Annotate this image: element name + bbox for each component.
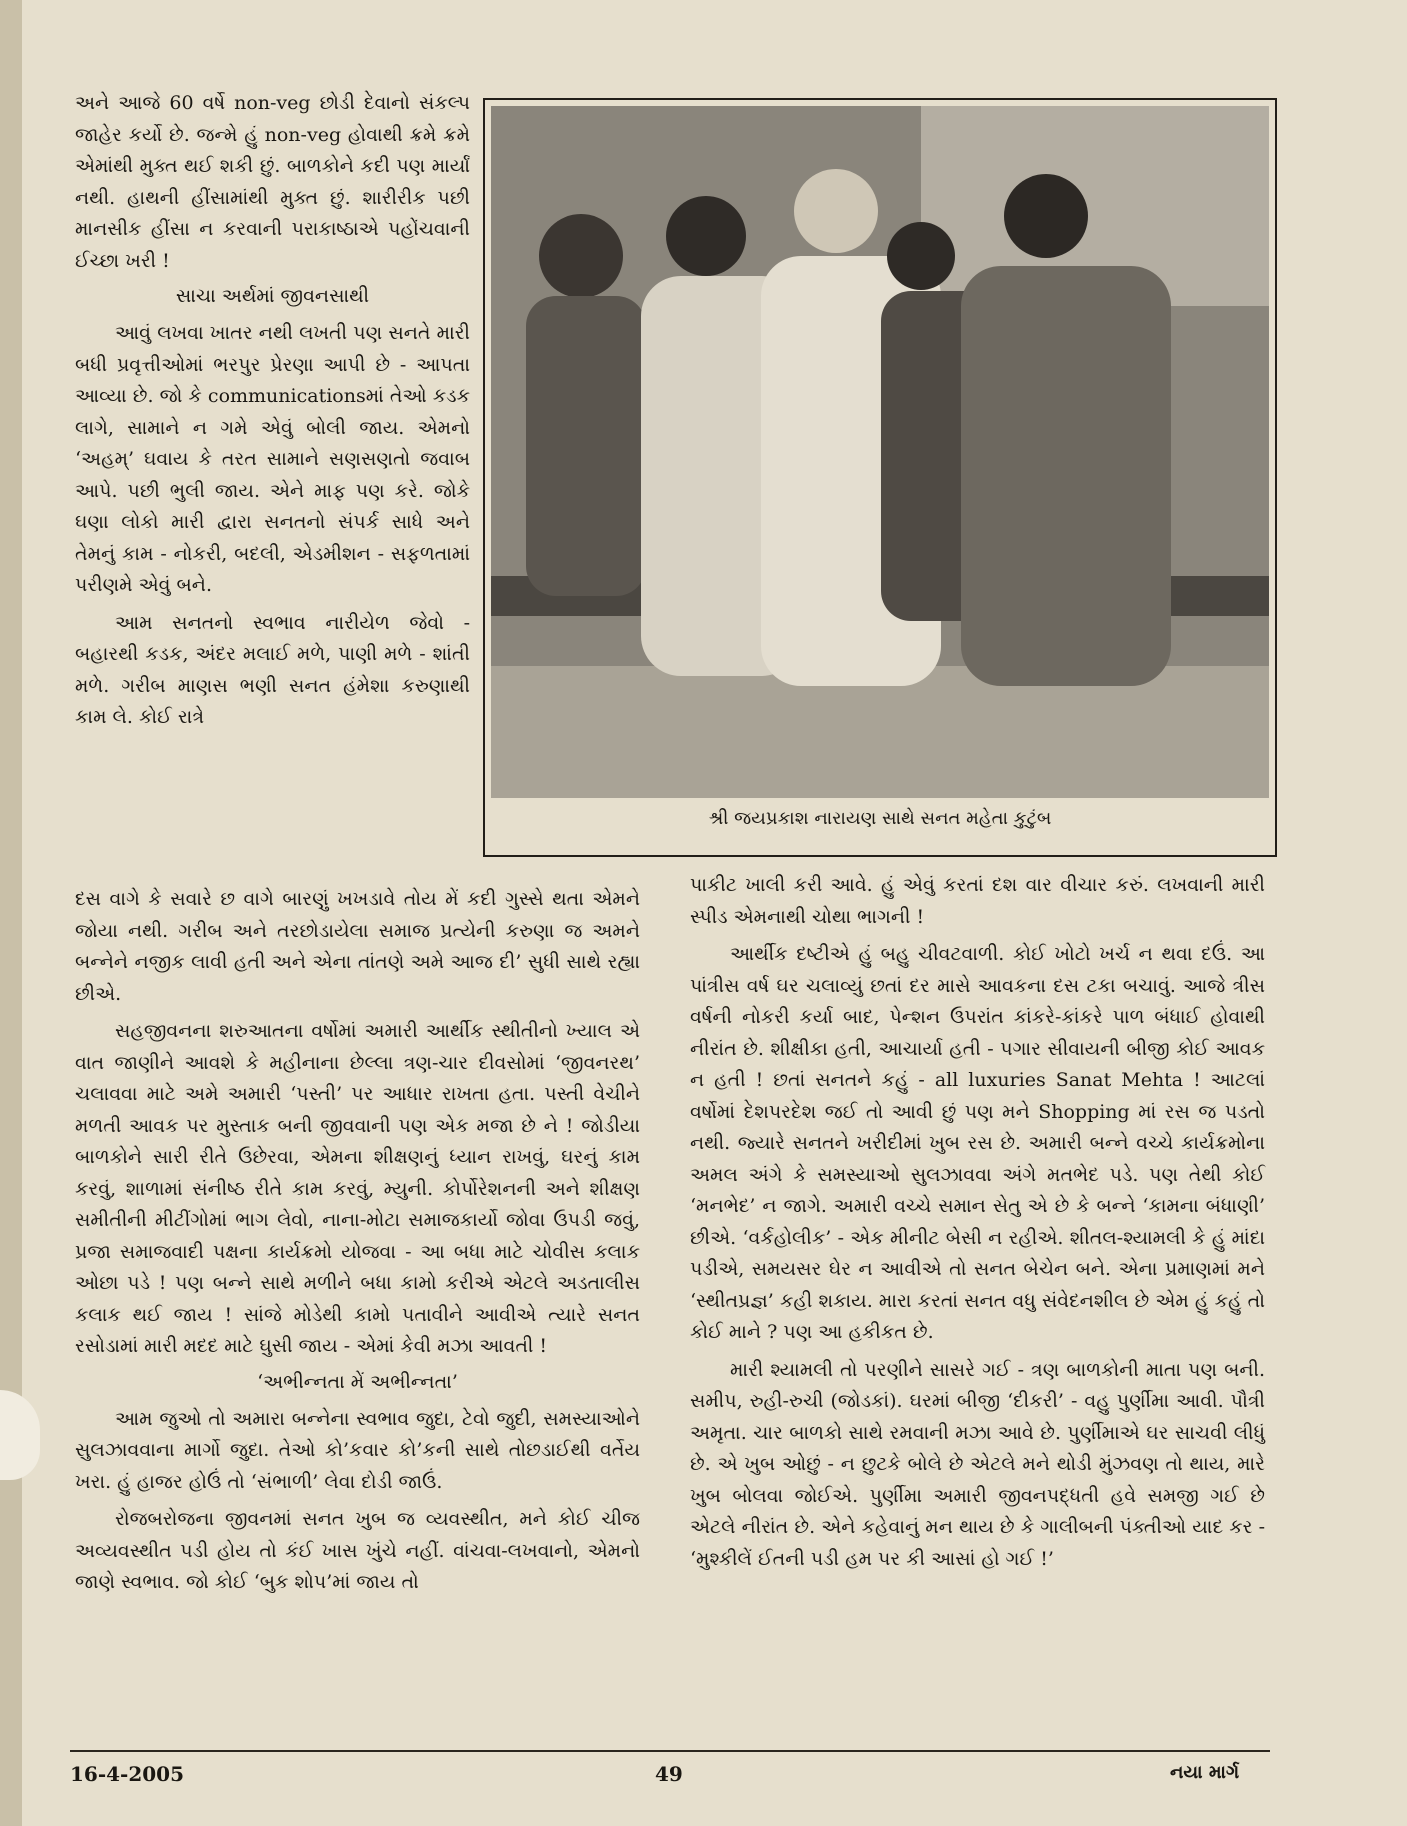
section-heading: સાચા અર્થમાં જીવનસાથી [175,285,370,307]
paragraph: રોજબરોજના જીવનમાં સનત ખુબ જ વ્યવસ્થીત, મને કોઈ ચીજ અવ્યવસ્થીત પડી હોય તો કંઈ ખાસ ખુંચે નહીં. વાંચવા-લખવાનો, એમનો જાણે સ્વભાવ. જો કોઈ ‘બુક શોપ’માં જાય તો [75,1508,640,1593]
paragraph: અને આજે 60 વર્ષે non-veg છોડી દેવાનો સંકલ્પ જાહેર કર્યો છે. જન્મે હું non-veg હોવાથી ક્રમે ક્રમે એમાંથી મુક્ત થઈ શકી છું. બાળકોને કદી પણ માર્યાં નથી. હાથની હીંસામાંથી મુક્ત છું. શારીરીક પછી માનસીક હીંસા ન કરવાની પરાકાષ્ઠાએ પહોંચવાની ઈચ્છા ખરી ! [75,92,470,272]
column-left-bottom [75,884,640,1599]
footer-date: 16-4-2005 [70,1762,185,1786]
paragraph: આર્થીક દષ્ટીએ હું બહુ ચીવટવાળી. કોઈ ખોટો ખર્ચ ન થવા દઉં. આ પાંત્રીસ વર્ષ ઘર ચલાવ્યું છતાં દર માસે આવકના દસ ટકા બચાવું. આજે ત્રીસ વર્ષની નોકરી કર્યા બાદ, પેન્શન ઉપરાંત કાંકરે-કાંકરે પાળ બંધાઈ હોવાથી નીરાંત છે. શીક્ષીકા હતી, આચાર્યા હતી - પગાર સીવાયની બીજી કોઈ આવક ન હતી ! છતાં સનતને કહું - all luxuries Sanat Mehta ! આટલાં વર્ષોમાં દેશપરદેશ જઈ તો આવી છું પણ મને Shopping માં રસ જ પડતો નથી. જ્યારે સનતને ખરીદીમાં ખુબ રસ છે. અમારી બન્ને વચ્ચે કાર્યક્રમોના અમલ અંગે કે સમસ્યાઓ સુલઝાવવા અંગે મતભેદ પડે. પણ તેથી કોઈ ‘મનભેદ’ ન જાગે. અમારી વચ્ચે સમાન સેતુ એ છે કે બન્ને ‘કામના બંધાણી’ છીએ. ‘વર્કહોલીક’ - એક મીનીટ બેસી ન રહીએ. શીતલ-શ્યામલી કે હું માંદા પડીએ, સમયસર ઘેર ન આવીએ તો સનત બેચેન બને. એના પ્રમાણમાં મને ‘સ્થીતપ્રજ્ઞ’ કહી શકાય. મારા કરતાં સનત વધુ સંવેદનશીલ છે એમ હું કહું તો કોઈ માને ? પણ આ હકીકત છે. [690,943,1265,1343]
page-edge [0,0,22,1826]
section-heading: ‘અભીન્નતા મેં અભીન્નતા’ [257,1370,458,1393]
paragraph: દસ વાગે કે સવારે છ વાગે બારણું ખખડાવે તોય મેં કદી ગુસ્સે થતા એમને જોયા નથી. ગરીબ અને તરછોડાયેલા સમાજ પ્રત્યેની કરુણા જ અમને બન્નેને નજીક લાવી હતી અને એના તાંતણે અમે આજ દી’ સુધી સાથે રહ્યા છીએ. [75,888,640,1005]
column-left-top [75,88,470,734]
page-number: 49 [655,1762,683,1786]
photo-caption: શ્રી જયપ્રકાશ નારાયણ સાથે સનત મહેતા કુટુંબ [708,808,1052,829]
paragraph: આમ જુઓ તો અમારા બન્નેના સ્વભાવ જુદા, ટેવો જુદી, સમસ્યાઓને સુલઝાવવાના માર્ગો જુદા. તેઓ કો’કવાર કો’કની સાથે તોછડાઈથી વર્તેય ખરા. હું હાજર હોઉં તો ‘સંભાળી’ લેવા દોડી જાઉં. [75,1407,640,1493]
paragraph: મારી શ્યામલી તો પરણીને સાસરે ગઈ - ત્રણ બાળકોની માતા પણ બની. સમીપ, રુહી-રુચી (જોડકાં). ઘરમાં બીજી ‘દીકરી’ - વહુ પુર્ણીમા આવી. પૌત્રી અમૃતા. ચાર બાળકો સાથે રમવાની મઝા આવે છે. પુર્ણીમાએ ઘર સાચવી લીધું છે. એ ખુબ ઓછું - ન છુટકે બોલે છે એટલે મને થોડી મુંઝવણ તો થાય, મારે ખુબ બોલવા જોઈએ. પુર્ણીમા અમારી જીવનપદ્ધતી હવે સમજી ગઈ છે એટલે નીરાંત છે. એને કહેવાનું મન થાય છે કે ગાલીબની પંક્તીઓ યાદ કર - ‘મુશ્કીલેં ઈતની પડી હમ પર કી આસાં હો ગઈ !’ [690,1358,1265,1570]
paragraph: આવું લખવા ખાતર નથી લખતી પણ સનતે મારી બધી પ્રવૃત્તીઓમાં ભરપુર પ્રેરણા આપી છે - આપતા આવ્યા છે. જો કે communicationsમાં તેઓ કડક લાગે, સામાને ન ગમે એવું બોલી જાય. એમનો ‘અહમ્’ ઘવાય કે તરત સામાને સણસણતો જવાબ આપે. પછી ભુલી જાય. એને માફ પણ કરે. જોકે ઘણા લોકો મારી દ્વારા સનતનો સંપર્ક સાધે અને તેમનું કામ - નોકરી, બદલી, એડમીશન - સફળતામાં પરીણમે એવું બને. [75,322,470,596]
magazine-name: નયા માર્ગ [1170,1762,1240,1783]
torn-corner [0,1390,40,1480]
footer-rule [70,1750,1270,1752]
column-right [690,870,1265,1575]
paragraph: પાકીટ ખાલી કરી આવે. હું એવું કરતાં દશ વાર વીચાર કરું. લખવાની મારી સ્પીડ એમનાથી ચોથા ભાગની ! [690,874,1265,928]
photo-illustration [491,106,1269,798]
family-photo [491,106,1269,798]
paragraph: સહજીવનના શરુઆતના વર્ષોમાં અમારી આર્થીક સ્થીતીનો ખ્યાલ એ વાત જાણીને આવશે કે મહીનાના છેલ્લા ત્રણ-ચાર દીવસોમાં ‘જીવનરથ’ ચલાવવા માટે અમે અમારી ‘પસ્તી’ પર આધાર રાખતા હતા. પસ્તી વેચીને મળતી આવક પર મુસ્તાક બની જીવવાની પણ એક મજા છે ને ! જોડીયા બાળકોને સારી રીતે ઉછેરવા, એમના શીક્ષણનું ધ્યાન રાખવું, ઘરનું કામ કરવું, શાળામાં સંનીષ્ઠ રીતે કામ કરવું, મ્યુની. કોર્પોરેશનની અને શીક્ષણ સમીતીની મીટીંગોમાં ભાગ લેવો, નાના-મોટા સમાજકાર્યો જોવા ઉપડી જવું, પ્રજા સમાજવાદી પક્ષના કાર્યક્રમો યોજવા - આ બધા માટે ચોવીસ કલાક ઓછા પડે ! પણ બન્ને સાથે મળીને બધા કામો કરીએ એટલે અડતાલીસ કલાક થઈ જાય ! સાંજે મોડેથી કામો પતાવીને આવીએ ત્યારે સનત રસોડામાં મારી મદદ માટે ઘુસી જાય - એમાં કેવી મઝા આવતી ! [75,1020,640,1357]
photo-frame [483,98,1277,857]
paragraph: આમ સનતનો સ્વભાવ નારીયેળ જેવો - બહારથી કડક, અંદર મલાઈ મળે, પાણી મળે - શાંતી મળે. ગરીબ માણસ ભણી સનત હંમેશા કરુણાથી કામ લે. કોઈ રાત્રે [75,611,470,728]
